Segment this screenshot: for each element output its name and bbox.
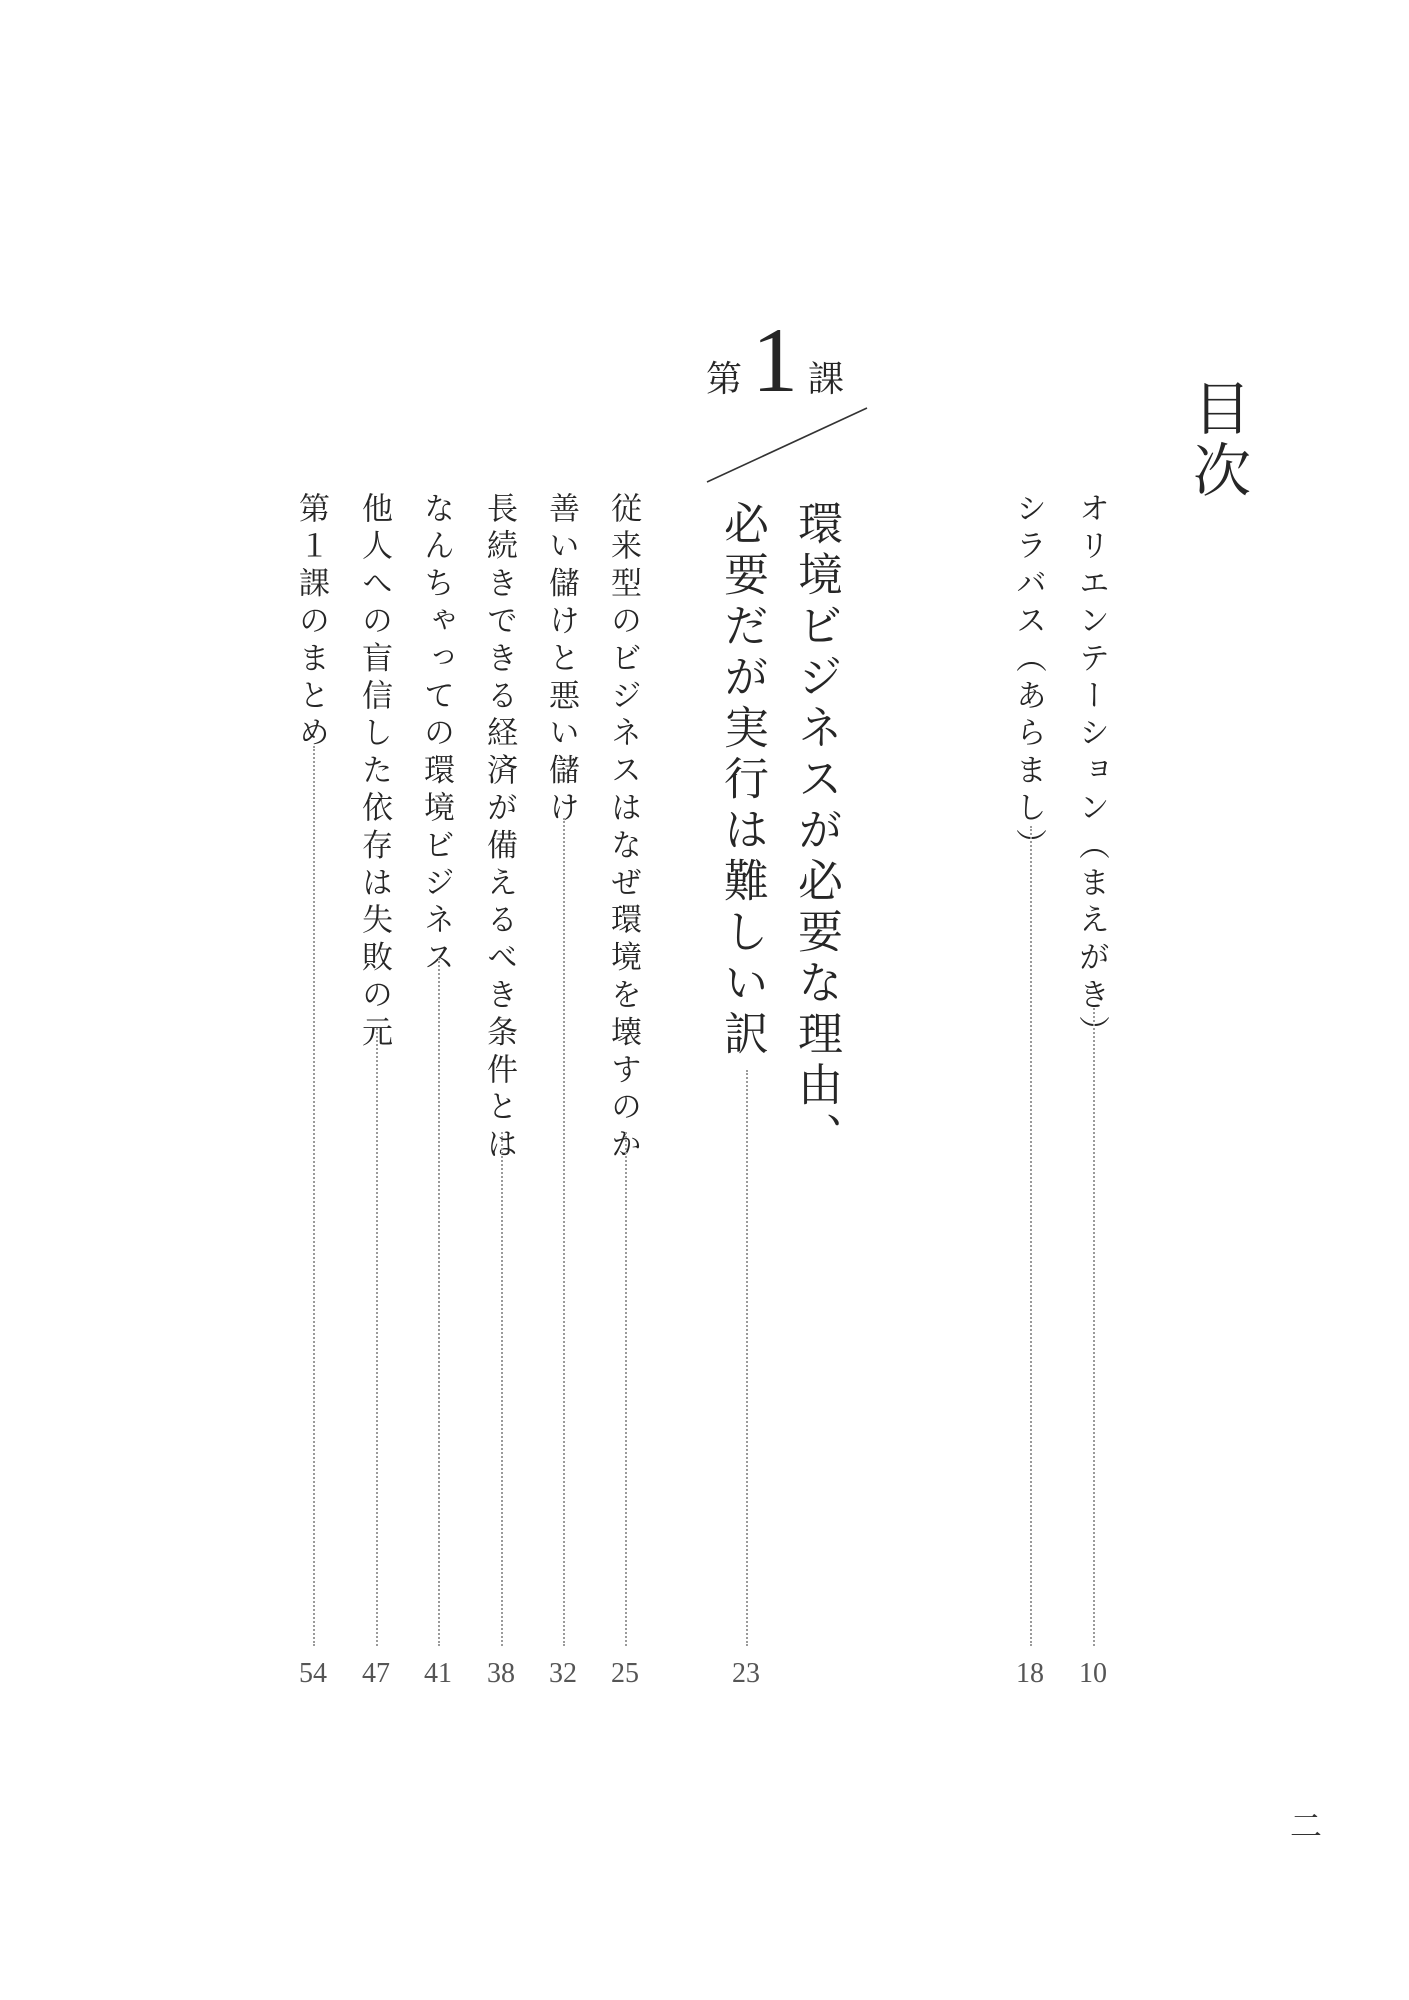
dotted-leader	[746, 1070, 748, 1646]
page-number: 二	[1290, 1807, 1323, 1845]
dotted-leader	[438, 958, 440, 1646]
toc-section-label: 長続きできる経済が備えるべき条件とは	[481, 492, 517, 1166]
toc-page-number: 38	[487, 1658, 515, 1689]
toc-page-number: 54	[299, 1658, 327, 1689]
toc-page-number: 25	[611, 1658, 639, 1689]
chapter-suffix: 課	[808, 359, 845, 400]
dotted-leader	[563, 818, 565, 1646]
toc-title: 目次	[1183, 378, 1251, 502]
chapter-prefix: 第	[706, 359, 743, 400]
toc-page-number: 18	[1016, 1658, 1044, 1689]
toc-entry-label: シラバス（あらまし）	[1010, 492, 1046, 866]
toc-page-number: 41	[424, 1658, 452, 1689]
dotted-leader	[501, 1132, 503, 1646]
dotted-leader	[313, 746, 315, 1646]
dotted-leader	[376, 1028, 378, 1646]
toc-section-label: 第１課のまとめ	[293, 492, 329, 754]
toc-page-number: 10	[1079, 1658, 1107, 1689]
chapter-title-text: 必要だが実行は難しい訳	[716, 500, 769, 1061]
toc-entry-label: オリエンテーション（まえがき）	[1073, 492, 1109, 1053]
chapter-number: 1	[752, 308, 799, 411]
toc-section-label: なんちゃっての環境ビジネス	[418, 492, 454, 979]
toc-section-label: 善い儲けと悪い儲け	[543, 492, 579, 829]
toc-page-number: 32	[549, 1658, 577, 1689]
toc-page-number: 47	[362, 1658, 390, 1689]
toc-page-number: 23	[732, 1658, 760, 1689]
dotted-leader	[625, 1132, 627, 1646]
toc-section-label: 従来型のビジネスはなぜ環境を壊すのか	[605, 492, 641, 1166]
toc-section-label: 他人への盲信した依存は失敗の元	[356, 492, 392, 1053]
chapter-title-text: 環境ビジネスが必要な理由、	[790, 500, 843, 1163]
